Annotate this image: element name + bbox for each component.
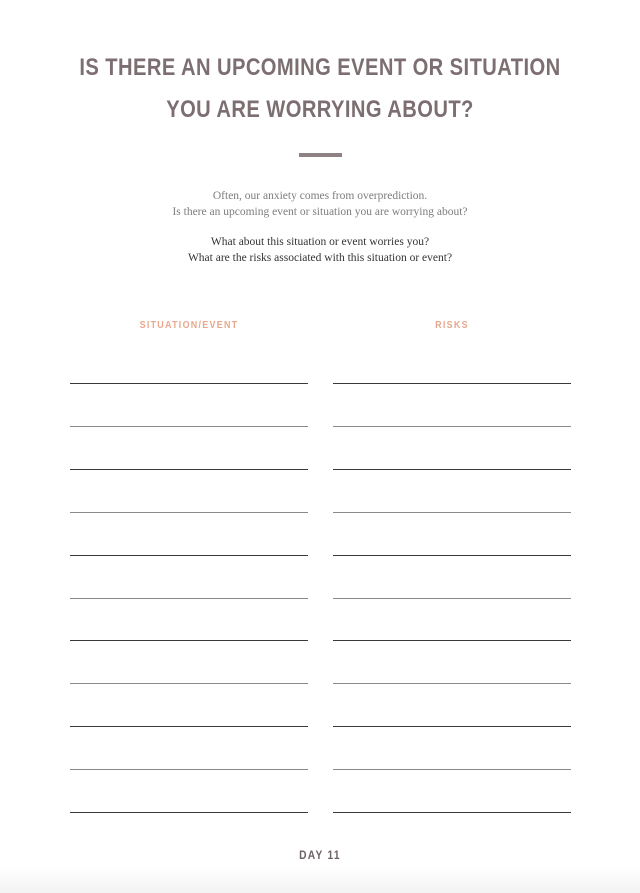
situation-event-line[interactable] [70, 383, 308, 384]
page-title-line-1: IS THERE AN UPCOMING EVENT OR SITUATION [79, 54, 561, 81]
risks-line[interactable] [333, 683, 571, 684]
prompt-line-2: What are the risks associated with this situation or event? [187, 252, 453, 264]
risks-line[interactable] [333, 812, 571, 813]
risks-line[interactable] [333, 512, 571, 513]
situation-event-line[interactable] [70, 683, 308, 684]
day-label: DAY 11 [299, 848, 341, 862]
situation-event-line[interactable] [70, 769, 308, 770]
situation-event-line[interactable] [70, 812, 308, 813]
intro-line-1: Often, our anxiety comes from overprediction. [212, 190, 428, 202]
risks-line[interactable] [333, 555, 571, 556]
risks-line[interactable] [333, 769, 571, 770]
risks-line[interactable] [333, 383, 571, 384]
prompt-line-1: What about this situation or event worries you? [210, 236, 430, 248]
title-divider [299, 153, 342, 157]
situation-event-line[interactable] [70, 555, 308, 556]
intro-text [0, 188, 640, 220]
situation-event-line[interactable] [70, 426, 308, 427]
risks-header: RISKS [435, 319, 469, 331]
situation-event-line[interactable] [70, 598, 308, 599]
risks-line[interactable] [333, 598, 571, 599]
situation-event-line[interactable] [70, 640, 308, 641]
risks-line[interactable] [333, 640, 571, 641]
situation-event-header: SITUATION/EVENT [139, 319, 239, 331]
situation-event-line[interactable] [70, 512, 308, 513]
risks-line[interactable] [333, 469, 571, 470]
risks-line[interactable] [333, 426, 571, 427]
situation-event-line[interactable] [70, 726, 308, 727]
situation-event-line[interactable] [70, 469, 308, 470]
prompt-text [0, 234, 640, 266]
risks-line[interactable] [333, 726, 571, 727]
intro-line-2: Is there an upcoming event or situation you are worrying about? [172, 206, 468, 218]
page-title-line-2: YOU ARE WORRYING ABOUT? [166, 96, 474, 123]
